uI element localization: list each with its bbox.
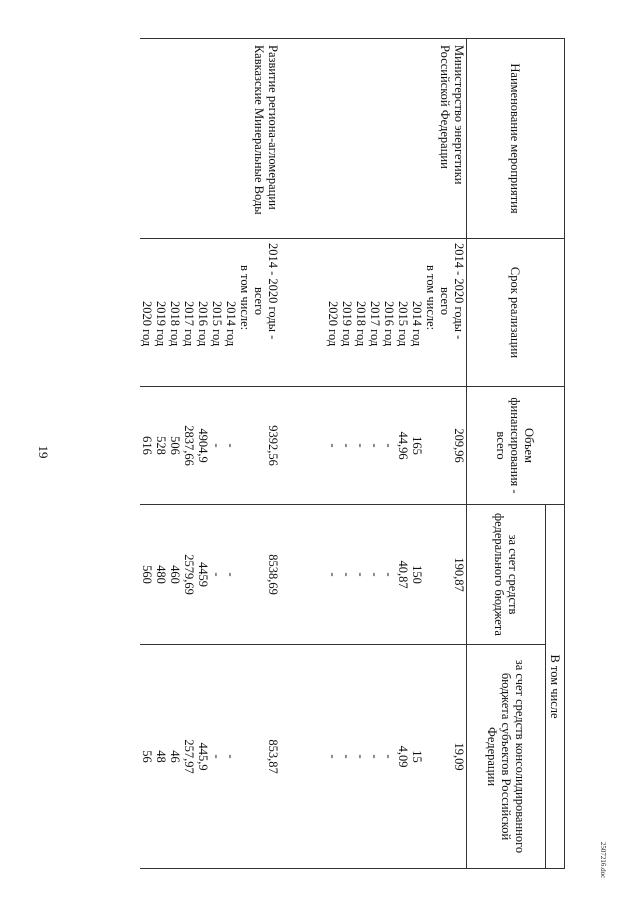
blank-line [424, 391, 438, 500]
header-federal: за счет средств федерального бюджета [467, 505, 546, 645]
blank-line [438, 509, 452, 640]
year-value: 44,96 [396, 431, 410, 460]
year-label: 2014 год [410, 301, 424, 347]
footer-filename: 2507216.doc [599, 841, 607, 879]
year-value: - [340, 754, 354, 759]
year-value: - [326, 443, 340, 448]
blank-line [252, 649, 266, 864]
spacer-cell [280, 645, 326, 869]
year-value: 150 [410, 565, 424, 584]
year-value: 4459 [196, 562, 210, 587]
spacer-cell [280, 505, 326, 645]
year-value: - [326, 754, 340, 759]
header-regional: за счет средств консолидированного бюджета субъектов Российской Федерации [467, 645, 546, 869]
total-value: 19,09 [452, 742, 466, 771]
year-value: - [340, 572, 354, 577]
year-value: 480 [154, 565, 168, 584]
measure-name-line: Российской Федерации [438, 45, 452, 169]
measure-name-cell [326, 39, 467, 239]
spacer-cell [280, 239, 326, 387]
measure-name-line: Кавказские Минеральные Воды [252, 45, 266, 215]
total-value: 8538,69 [266, 554, 280, 595]
year-value: 2579,69 [182, 554, 196, 595]
year-value: - [382, 572, 396, 577]
year-value: - [354, 754, 368, 759]
year-value: - [326, 572, 340, 577]
year-value: 40,87 [396, 560, 410, 589]
period-total-label: всего [252, 287, 266, 316]
regional-cell [140, 645, 280, 869]
year-value: - [224, 443, 238, 448]
period-total-label: 2014 - 2020 годы - [452, 243, 466, 340]
table-row [140, 39, 280, 869]
including-label: в том числе: [238, 265, 252, 331]
measure-name-line: Развитие региона-агломерации [266, 45, 280, 210]
year-value: - [382, 754, 396, 759]
header-period: Срок реализации [467, 239, 565, 387]
blank-line [238, 391, 252, 500]
blank-line [424, 649, 438, 864]
table-body [140, 39, 467, 869]
period-cell [326, 239, 467, 387]
page-number: 19 [36, 445, 51, 459]
year-value: 460 [168, 565, 182, 584]
header-including: В том числе [546, 505, 565, 869]
period-cell [140, 239, 280, 387]
year-value: - [210, 572, 224, 577]
blank-line [252, 391, 266, 500]
year-value: 506 [168, 436, 182, 455]
year-value: 46 [168, 750, 182, 763]
year-value: - [368, 754, 382, 759]
financing-table [140, 38, 565, 869]
year-value: 165 [410, 436, 424, 455]
blank-line [438, 391, 452, 500]
year-label: 2016 год [382, 301, 396, 347]
year-value: - [368, 572, 382, 577]
total-value: 9392,56 [266, 425, 280, 466]
year-label: 2018 год [168, 301, 182, 347]
year-value: 4904,9 [196, 428, 210, 463]
table-row [326, 39, 467, 869]
measure-name-cell [140, 39, 280, 239]
year-value: 616 [140, 436, 154, 455]
header-total: Объем финансирования - всего [467, 387, 565, 505]
year-label: 2019 год [154, 301, 168, 347]
total-value: 209,96 [452, 428, 466, 463]
group-spacer [280, 39, 326, 869]
year-value: - [210, 443, 224, 448]
blank-line [424, 509, 438, 640]
year-value: - [354, 572, 368, 577]
federal-cell [326, 505, 467, 645]
year-value: 560 [140, 565, 154, 584]
year-value: - [224, 572, 238, 577]
year-value: - [224, 754, 238, 759]
year-label: 2018 год [354, 301, 368, 347]
year-value: 257,97 [182, 739, 196, 774]
year-value: 445,9 [196, 742, 210, 771]
year-value: 2837,66 [182, 425, 196, 466]
measure-name-line: Министерство энергетики [452, 45, 466, 185]
total-cell [326, 387, 467, 505]
blank-line [438, 649, 452, 864]
period-total-label: 2014 - 2020 годы - [266, 243, 280, 340]
year-value: - [340, 443, 354, 448]
year-label: 2017 год [182, 301, 196, 347]
header-name: Наименование мероприятия [467, 39, 565, 239]
regional-cell [326, 645, 467, 869]
year-value: - [354, 443, 368, 448]
year-value: 4,09 [396, 745, 410, 768]
period-total-label: всего [438, 287, 452, 316]
year-label: 2019 год [340, 301, 354, 347]
year-value: 15 [410, 750, 424, 763]
blank-line [238, 509, 252, 640]
total-cell [140, 387, 280, 505]
year-label: 2015 год [396, 301, 410, 347]
total-value: 853,87 [266, 739, 280, 774]
spacer-cell [280, 387, 326, 505]
year-label: 2016 год [196, 301, 210, 347]
year-label: 2020 год [326, 301, 340, 347]
year-label: 2020 год [140, 301, 154, 347]
table-header [467, 39, 565, 869]
year-value: 48 [154, 750, 168, 763]
blank-line [252, 509, 266, 640]
year-label: 2015 год [210, 301, 224, 347]
year-value: - [382, 443, 396, 448]
year-value: - [210, 754, 224, 759]
year-label: 2014 год [224, 301, 238, 347]
year-value: 528 [154, 436, 168, 455]
spacer-cell [280, 39, 326, 239]
year-label: 2017 год [368, 301, 382, 347]
blank-line [238, 649, 252, 864]
including-label: в том числе: [424, 265, 438, 331]
total-value: 190,87 [452, 557, 466, 592]
year-value: 56 [140, 750, 154, 763]
rotated-table-sheet [75, 38, 565, 868]
year-value: - [368, 443, 382, 448]
federal-cell [140, 505, 280, 645]
